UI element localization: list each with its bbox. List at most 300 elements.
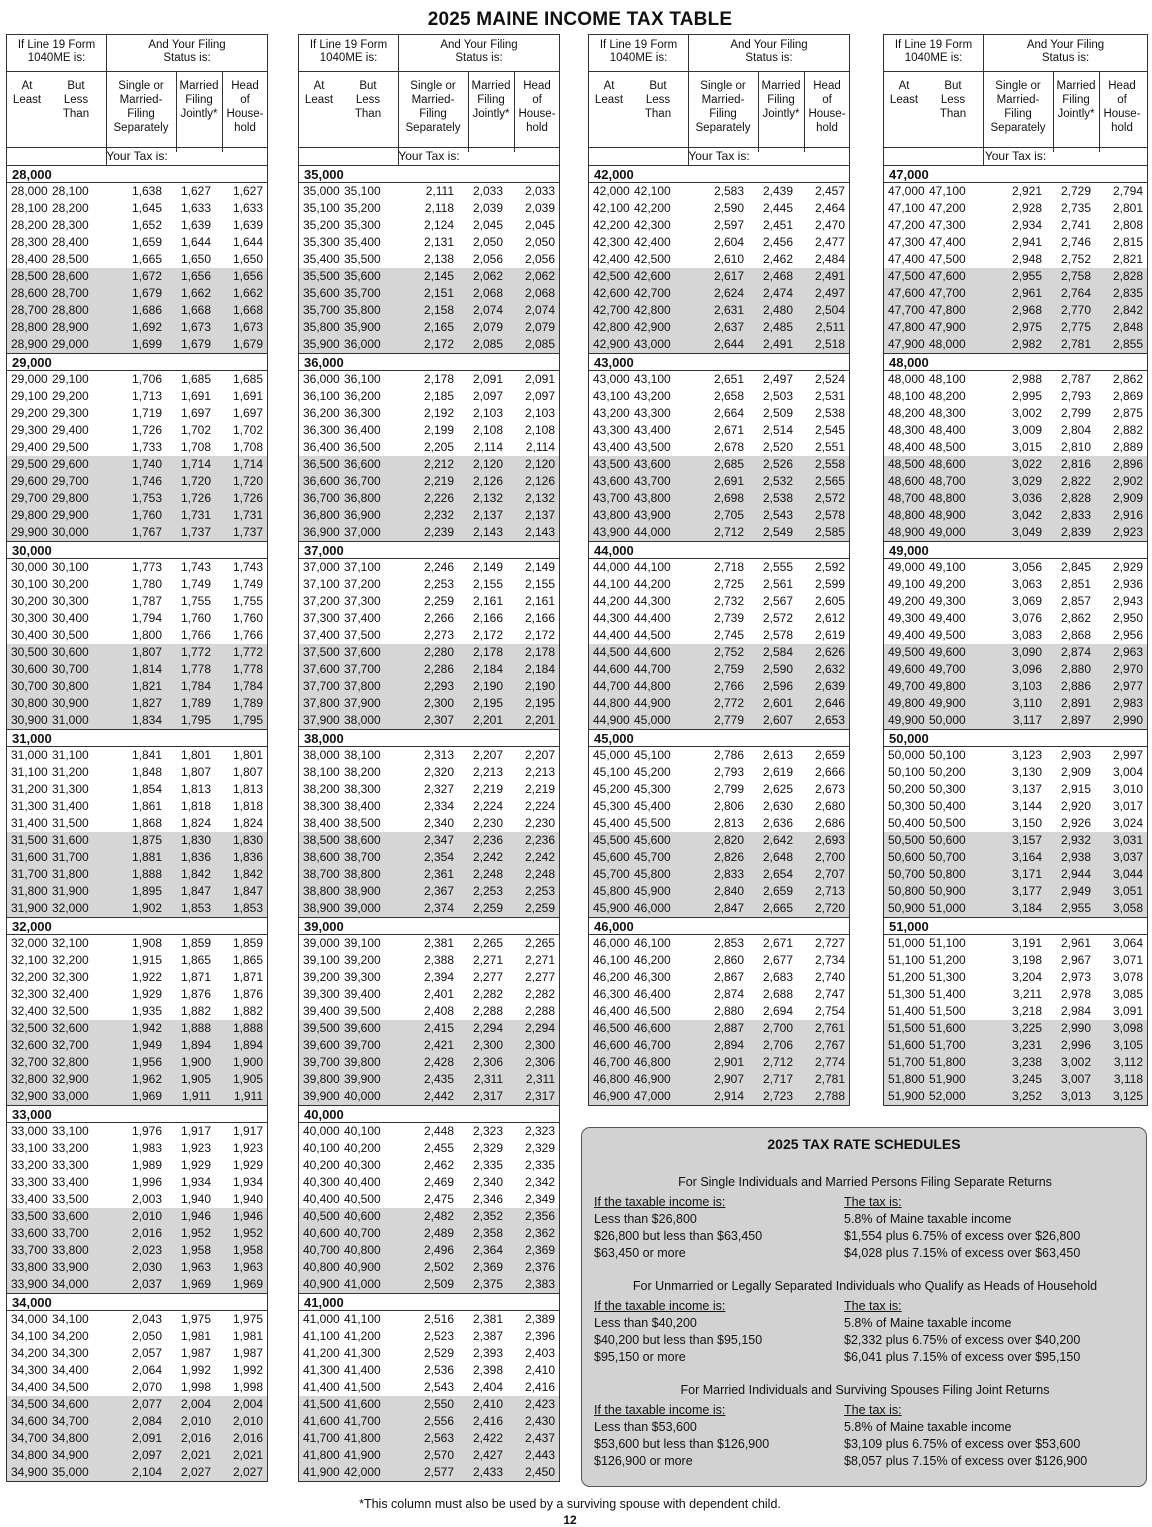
married-jointly-tax-value: 2,068 <box>472 286 503 300</box>
head-of-household-tax-value: 2,497 <box>814 286 845 300</box>
table-row <box>7 388 267 405</box>
married-jointly-tax-value: 2,410 <box>472 1397 503 1411</box>
table-row <box>7 866 267 883</box>
tax-header: The tax is: <box>844 1403 902 1417</box>
table-row <box>7 969 267 986</box>
single-tax-value: 2,982 <box>1011 337 1042 351</box>
married-jointly-tax-value: 2,996 <box>1060 1038 1091 1052</box>
table-row <box>589 798 849 815</box>
but-less-than-value: 52,000 <box>929 1089 966 1103</box>
table-row <box>589 678 849 695</box>
head-of-household-tax-value: 2,734 <box>814 953 845 967</box>
single-tax-value: 2,813 <box>713 816 744 830</box>
but-less-than-value: 36,600 <box>344 457 381 471</box>
single-tax-value: 1,854 <box>131 782 162 796</box>
at-least-value: 33,000 <box>11 1124 48 1138</box>
but-less-than-value: 42,700 <box>634 286 671 300</box>
table-row <box>589 661 849 678</box>
table-row <box>884 302 1147 319</box>
at-least-value: 43,900 <box>593 525 630 539</box>
but-less-than-value: 28,800 <box>52 303 89 317</box>
table-row <box>884 456 1147 473</box>
at-least-value: 32,800 <box>11 1072 48 1086</box>
table-row <box>589 490 849 507</box>
head-of-household-tax-value: 2,693 <box>814 833 845 847</box>
single-tax-value: 3,036 <box>1011 491 1042 505</box>
table-row <box>7 1174 267 1191</box>
table-row <box>884 935 1147 952</box>
table-row <box>589 336 849 353</box>
table-row <box>884 644 1147 661</box>
rate-schedule-header <box>594 1194 1136 1211</box>
taxable-income-range: $63,450 or more <box>594 1246 686 1260</box>
head-of-household-tax-value: 3,085 <box>1112 987 1143 1001</box>
but-less-than-value: 43,300 <box>634 406 671 420</box>
single-tax-value: 2,239 <box>423 525 454 539</box>
table-row <box>589 747 849 764</box>
single-tax-value: 2,428 <box>423 1055 454 1069</box>
at-least-value: 29,300 <box>11 423 48 437</box>
married-jointly-tax-value: 1,702 <box>180 423 211 437</box>
married-jointly-tax-value: 2,804 <box>1060 423 1091 437</box>
at-least-value: 31,100 <box>11 765 48 779</box>
but-less-than-value: 32,100 <box>52 936 89 950</box>
head-of-household-tax-value: 2,619 <box>814 628 845 642</box>
married-jointly-tax-value: 1,731 <box>180 508 211 522</box>
single-tax-value: 2,388 <box>423 953 454 967</box>
but-less-than-value: 30,200 <box>52 577 89 591</box>
at-least-value: 43,800 <box>593 508 630 522</box>
married-jointly-tax-value: 2,857 <box>1060 594 1091 608</box>
single-label: Single or Married- Filing Separately <box>405 80 461 134</box>
table-row <box>589 866 849 883</box>
married-jointly-tax-value: 2,880 <box>1060 662 1091 676</box>
married-jointly-tax-value: 1,714 <box>180 457 211 471</box>
married-jointly-tax-value: 2,775 <box>1060 320 1091 334</box>
single-tax-value: 2,266 <box>423 611 454 625</box>
single-tax-value: 2,779 <box>713 713 744 727</box>
at-least-value: 39,900 <box>303 1089 340 1103</box>
married-jointly-tax-value: 2,764 <box>1060 286 1091 300</box>
married-jointly-tax-value: 2,497 <box>762 372 793 386</box>
married-jointly-tax-value: 1,969 <box>180 1277 211 1291</box>
but-less-than-value: 32,800 <box>52 1055 89 1069</box>
table-row <box>589 883 849 900</box>
married-jointly-tax-value: 2,201 <box>472 713 503 727</box>
head-of-household-tax-value: 2,997 <box>1112 748 1143 762</box>
table-row <box>299 1054 559 1071</box>
head-of-household-tax-value: 1,905 <box>232 1072 263 1086</box>
head-of-household-tax-value: 2,848 <box>1112 320 1143 334</box>
at-least-value: 33,700 <box>11 1243 48 1257</box>
at-least-value: 36,000 <box>303 372 340 386</box>
at-least-value: 50,900 <box>888 901 925 915</box>
married-jointly-tax-value: 1,917 <box>180 1124 211 1138</box>
single-tax-value: 2,685 <box>713 457 744 471</box>
table-row <box>299 1242 559 1259</box>
married-jointly-tax-value: 2,027 <box>180 1465 211 1479</box>
at-least-value: 40,300 <box>303 1175 340 1189</box>
table-row <box>884 1054 1147 1071</box>
but-less-than-value: 49,400 <box>929 611 966 625</box>
single-tax-value: 3,218 <box>1011 1004 1042 1018</box>
income-block <box>6 1106 268 1294</box>
but-less-than-value: 32,000 <box>52 901 89 915</box>
but-less-than-value: 44,300 <box>634 594 671 608</box>
tax-formula: $1,554 plus 6.75% of excess over $26,800 <box>844 1229 1081 1243</box>
married-jointly-tax-value: 1,749 <box>180 577 211 591</box>
but-less-than-value: 34,700 <box>52 1414 89 1428</box>
single-tax-value: 2,320 <box>423 765 454 779</box>
but-less-than-value: 33,300 <box>52 1158 89 1172</box>
single-tax-value: 1,976 <box>131 1124 162 1138</box>
head-of-household-tax-value: 1,627 <box>232 184 263 198</box>
head-of-household-tax-value: 2,120 <box>524 457 555 471</box>
married-jointly-tax-value: 2,190 <box>472 679 503 693</box>
head-of-household-tax-value: 3,078 <box>1112 970 1143 984</box>
single-tax-value: 2,442 <box>423 1089 454 1103</box>
table-row <box>589 576 849 593</box>
single-tax-value: 2,435 <box>423 1072 454 1086</box>
tax-formula: 5.8% of Maine taxable income <box>844 1420 1012 1434</box>
head-of-household-tax-value: 2,707 <box>814 867 845 881</box>
married-jointly-tax-value: 2,184 <box>472 662 503 676</box>
tax-formula: $8,057 plus 7.15% of excess over $126,900 <box>844 1454 1088 1468</box>
at-least-value: 34,400 <box>11 1380 48 1394</box>
at-least-value: 44,500 <box>593 645 630 659</box>
at-least-value: 42,600 <box>593 286 630 300</box>
at-least-value: 40,400 <box>303 1192 340 1206</box>
table-row <box>7 1447 267 1464</box>
head-of-household-tax-value: 2,464 <box>814 201 845 215</box>
at-least-value: 31,300 <box>11 799 48 813</box>
single-tax-value: 2,847 <box>713 901 744 915</box>
married-jointly-tax-value: 2,468 <box>762 269 793 283</box>
but-less-than-value: 30,900 <box>52 696 89 710</box>
but-less-than-value: 48,900 <box>929 508 966 522</box>
head-of-household-tax-value: 2,450 <box>524 1465 555 1479</box>
head-of-household-tax-value: 2,349 <box>524 1192 555 1206</box>
married-jointly-tax-value: 2,207 <box>472 748 503 762</box>
married-jointly-tax-value: 2,868 <box>1060 628 1091 642</box>
table-row <box>589 1037 849 1054</box>
table-row <box>884 200 1147 217</box>
at-least-value: 35,900 <box>303 337 340 351</box>
but-less-than-value: 39,400 <box>344 987 381 1001</box>
block-heading: 40,000 <box>299 1106 559 1123</box>
married-jointly-tax-value: 2,010 <box>180 1414 211 1428</box>
head-of-household-tax-value: 1,830 <box>232 833 263 847</box>
head-of-household-tax-value: 2,091 <box>524 372 555 386</box>
but-less-than-value: 51,300 <box>929 970 966 984</box>
married-jointly-tax-value: 1,900 <box>180 1055 211 1069</box>
head-of-household-tax-value: 1,894 <box>232 1038 263 1052</box>
married-jointly-tax-value: 1,679 <box>180 337 211 351</box>
but-less-than-value: 35,600 <box>344 269 381 283</box>
table-row <box>884 849 1147 866</box>
table-row <box>299 832 559 849</box>
but-less-than-value: 49,800 <box>929 679 966 693</box>
married-jointly-tax-value: 2,578 <box>762 628 793 642</box>
at-least-value: 49,000 <box>888 560 925 574</box>
married-jointly-tax-value: 2,462 <box>762 252 793 266</box>
table-row <box>7 952 267 969</box>
head-of-household-tax-value: 2,882 <box>1112 423 1143 437</box>
married-jointly-tax-value: 2,045 <box>472 218 503 232</box>
at-least-value: 41,000 <box>303 1312 340 1326</box>
single-tax-value: 2,280 <box>423 645 454 659</box>
at-least-value: 34,700 <box>11 1431 48 1445</box>
taxable-income-header: If the taxable income is: <box>594 1195 726 1209</box>
but-less-than-value: 47,800 <box>929 303 966 317</box>
single-tax-value: 3,002 <box>1011 406 1042 420</box>
head-of-household-tax-value: 2,592 <box>814 560 845 574</box>
head-of-household-tax-value: 2,126 <box>524 474 555 488</box>
married-jointly-tax-value: 1,668 <box>180 303 211 317</box>
at-least-value: 38,900 <box>303 901 340 915</box>
married-jointly-tax-value: 2,509 <box>762 406 793 420</box>
but-less-than-value: 38,200 <box>344 765 381 779</box>
but-less-than-value: 29,700 <box>52 474 89 488</box>
head-of-household-tax-value: 2,828 <box>1112 269 1143 283</box>
head-of-household-tax-value: 2,294 <box>524 1021 555 1035</box>
head-of-household-tax-value: 2,808 <box>1112 218 1143 232</box>
head-of-household-tax-value: 1,691 <box>232 389 263 403</box>
at-least-value: 38,400 <box>303 816 340 830</box>
table-row <box>7 251 267 268</box>
head-of-household-tax-value: 1,871 <box>232 970 263 984</box>
income-block <box>6 354 268 542</box>
table-row <box>299 764 559 781</box>
single-tax-value: 2,664 <box>713 406 744 420</box>
married-jointly-tax-value: 1,760 <box>180 611 211 625</box>
married-jointly-tax-value: 2,346 <box>472 1192 503 1206</box>
but-less-than-value: 32,300 <box>52 970 89 984</box>
head-of-household-tax-value: 2,720 <box>814 901 845 915</box>
but-less-than-value: 35,700 <box>344 286 381 300</box>
single-tax-value: 1,760 <box>131 508 162 522</box>
at-least-label: At Least <box>889 80 919 106</box>
married-jointly-tax-value: 2,729 <box>1060 184 1091 198</box>
at-least-value: 43,200 <box>593 406 630 420</box>
head-of-household-tax-value: 2,132 <box>524 491 555 505</box>
at-least-label: At Least <box>12 80 42 106</box>
but-less-than-value: 51,100 <box>929 936 966 950</box>
head-of-household-tax-value: 2,470 <box>814 218 845 232</box>
table-row <box>7 1259 267 1276</box>
single-tax-value: 2,867 <box>713 970 744 984</box>
head-of-household-tax-value: 2,862 <box>1112 372 1143 386</box>
table-row <box>7 234 267 251</box>
but-less-than-value: 36,300 <box>344 406 381 420</box>
married-jointly-tax-value: 1,981 <box>180 1329 211 1343</box>
at-least-value: 51,500 <box>888 1021 925 1035</box>
head-of-household-tax-value: 1,807 <box>232 765 263 779</box>
at-least-value: 35,400 <box>303 252 340 266</box>
at-least-value: 49,600 <box>888 662 925 676</box>
but-less-than-value: 29,200 <box>52 389 89 403</box>
at-least-value: 37,700 <box>303 679 340 693</box>
head-of-household-tax-value: 2,079 <box>524 320 555 334</box>
but-less-than-value: 29,000 <box>52 337 89 351</box>
at-least-value: 49,400 <box>888 628 925 642</box>
head-of-household-tax-value: 2,010 <box>232 1414 263 1428</box>
table-row <box>299 490 559 507</box>
single-tax-value: 2,232 <box>423 508 454 522</box>
but-less-than-value: 35,200 <box>344 201 381 215</box>
single-tax-value: 2,469 <box>423 1175 454 1189</box>
married-jointly-tax-value: 2,920 <box>1060 799 1091 813</box>
head-of-household-tax-value: 2,155 <box>524 577 555 591</box>
married-jointly-tax-value: 2,816 <box>1060 457 1091 471</box>
at-least-value: 44,900 <box>593 713 630 727</box>
head-of-household-tax-value: 2,437 <box>524 1431 555 1445</box>
rate-schedule-row <box>594 1453 1136 1470</box>
at-least-value: 51,300 <box>888 987 925 1001</box>
single-tax-value: 2,401 <box>423 987 454 1001</box>
at-least-value: 32,500 <box>11 1021 48 1035</box>
income-range-header <box>884 35 984 165</box>
at-least-value: 35,200 <box>303 218 340 232</box>
but-less-than-value: 31,700 <box>52 850 89 864</box>
single-tax-value: 2,732 <box>713 594 744 608</box>
table-row <box>884 285 1147 302</box>
table-row <box>884 490 1147 507</box>
table-row <box>299 1191 559 1208</box>
table-row <box>589 473 849 490</box>
but-less-than-value: 43,000 <box>634 337 671 351</box>
but-less-than-value: 29,600 <box>52 457 89 471</box>
single-tax-value: 1,652 <box>131 218 162 232</box>
but-less-than-value: 44,900 <box>634 696 671 710</box>
but-less-than-value: 41,200 <box>344 1329 381 1343</box>
but-less-than-value: 43,100 <box>634 372 671 386</box>
but-less-than-value: 47,500 <box>929 252 966 266</box>
married-jointly-tax-value: 2,155 <box>472 577 503 591</box>
but-less-than-value: 39,900 <box>344 1072 381 1086</box>
but-less-than-value: 43,500 <box>634 440 671 454</box>
table-row <box>7 1054 267 1071</box>
at-least-value: 47,100 <box>888 201 925 215</box>
head-of-household-tax-value: 1,952 <box>232 1226 263 1240</box>
but-less-than-value: 40,700 <box>344 1226 381 1240</box>
head-of-household-tax-value: 1,772 <box>232 645 263 659</box>
but-less-than-value: 36,400 <box>344 423 381 437</box>
married-jointly-tax-value: 2,758 <box>1060 269 1091 283</box>
but-less-than-value: 47,200 <box>929 201 966 215</box>
head-of-household-tax-value: 2,457 <box>814 184 845 198</box>
table-row <box>7 610 267 627</box>
but-less-than-value: 50,400 <box>929 799 966 813</box>
married-jointly-tax-value: 2,909 <box>1060 765 1091 779</box>
head-of-household-tax-value: 2,889 <box>1112 440 1143 454</box>
table-row <box>884 764 1147 781</box>
table-row <box>7 1430 267 1447</box>
single-tax-value: 2,253 <box>423 577 454 591</box>
single-tax-value: 2,415 <box>423 1021 454 1035</box>
head-of-household-tax-value: 3,024 <box>1112 816 1143 830</box>
head-of-household-tax-value: 2,004 <box>232 1397 263 1411</box>
income-block <box>883 730 1148 918</box>
table-row <box>884 593 1147 610</box>
single-tax-value: 2,833 <box>713 867 744 881</box>
head-of-household-tax-value: 2,551 <box>814 440 845 454</box>
single-tax-value: 2,577 <box>423 1465 454 1479</box>
at-least-value: 39,600 <box>303 1038 340 1052</box>
married-jointly-tax-value: 2,120 <box>472 457 503 471</box>
tax-formula: 5.8% of Maine taxable income <box>844 1316 1012 1330</box>
table-row <box>299 1088 559 1105</box>
but-less-than-value: 48,800 <box>929 491 966 505</box>
table-row <box>299 1430 559 1447</box>
married-jointly-tax-value: 2,990 <box>1060 1021 1091 1035</box>
married-jointly-tax-value: 2,978 <box>1060 987 1091 1001</box>
income-range-header <box>299 35 399 165</box>
table-row <box>7 798 267 815</box>
income-range-header <box>589 35 689 165</box>
but-less-than-value: 36,700 <box>344 474 381 488</box>
single-tax-value: 2,712 <box>713 525 744 539</box>
single-tax-value: 2,421 <box>423 1038 454 1052</box>
single-tax-value: 2,853 <box>713 936 744 950</box>
single-tax-value: 2,523 <box>423 1329 454 1343</box>
at-least-value: 31,600 <box>11 850 48 864</box>
but-less-than-value: 47,700 <box>929 286 966 300</box>
taxable-income-range: $26,800 but less than $63,450 <box>594 1229 763 1243</box>
but-less-than-value: 38,600 <box>344 833 381 847</box>
married-jointly-tax-value: 2,741 <box>1060 218 1091 232</box>
single-tax-value: 2,482 <box>423 1209 454 1223</box>
married-jointly-tax-value: 2,700 <box>762 1021 793 1035</box>
single-tax-value: 3,130 <box>1011 765 1042 779</box>
head-of-household-tax-value: 2,166 <box>524 611 555 625</box>
married-jointly-tax-value: 2,439 <box>762 184 793 198</box>
at-least-value: 35,100 <box>303 201 340 215</box>
at-least-value: 46,900 <box>593 1089 630 1103</box>
married-jointly-tax-value: 1,708 <box>180 440 211 454</box>
header-divider <box>804 72 805 152</box>
married-jointly-tax-value: 2,607 <box>762 713 793 727</box>
but-less-than-value: 31,000 <box>52 713 89 727</box>
but-less-than-value: 42,600 <box>634 269 671 283</box>
head-of-household-tax-value: 2,184 <box>524 662 555 676</box>
income-block <box>883 542 1148 730</box>
but-less-than-value: 51,800 <box>929 1055 966 1069</box>
table-row <box>299 1362 559 1379</box>
but-less-than-value: 39,100 <box>344 936 381 950</box>
married-jointly-tax-value: 2,103 <box>472 406 503 420</box>
filing-status-header <box>689 35 849 165</box>
but-less-than-label: But Less Than <box>939 80 967 120</box>
but-less-than-value: 30,400 <box>52 611 89 625</box>
single-tax-value: 3,137 <box>1011 782 1042 796</box>
rate-schedule-row <box>594 1332 1136 1349</box>
head-of-household-tax-value: 3,004 <box>1112 765 1143 779</box>
single-tax-value: 2,070 <box>131 1380 162 1394</box>
married-jointly-tax-value: 2,079 <box>472 320 503 334</box>
but-less-than-label: But Less Than <box>644 80 672 120</box>
head-of-household-tax-value: 2,403 <box>524 1346 555 1360</box>
table-row <box>884 388 1147 405</box>
table-row <box>7 1191 267 1208</box>
married-jointly-tax-value: 2,329 <box>472 1141 503 1155</box>
at-least-value: 51,000 <box>888 936 925 950</box>
table-row <box>299 1123 559 1140</box>
single-tax-value: 2,509 <box>423 1277 454 1291</box>
at-least-value: 42,500 <box>593 269 630 283</box>
married-jointly-tax-value: 2,625 <box>762 782 793 796</box>
at-least-value: 48,100 <box>888 389 925 403</box>
